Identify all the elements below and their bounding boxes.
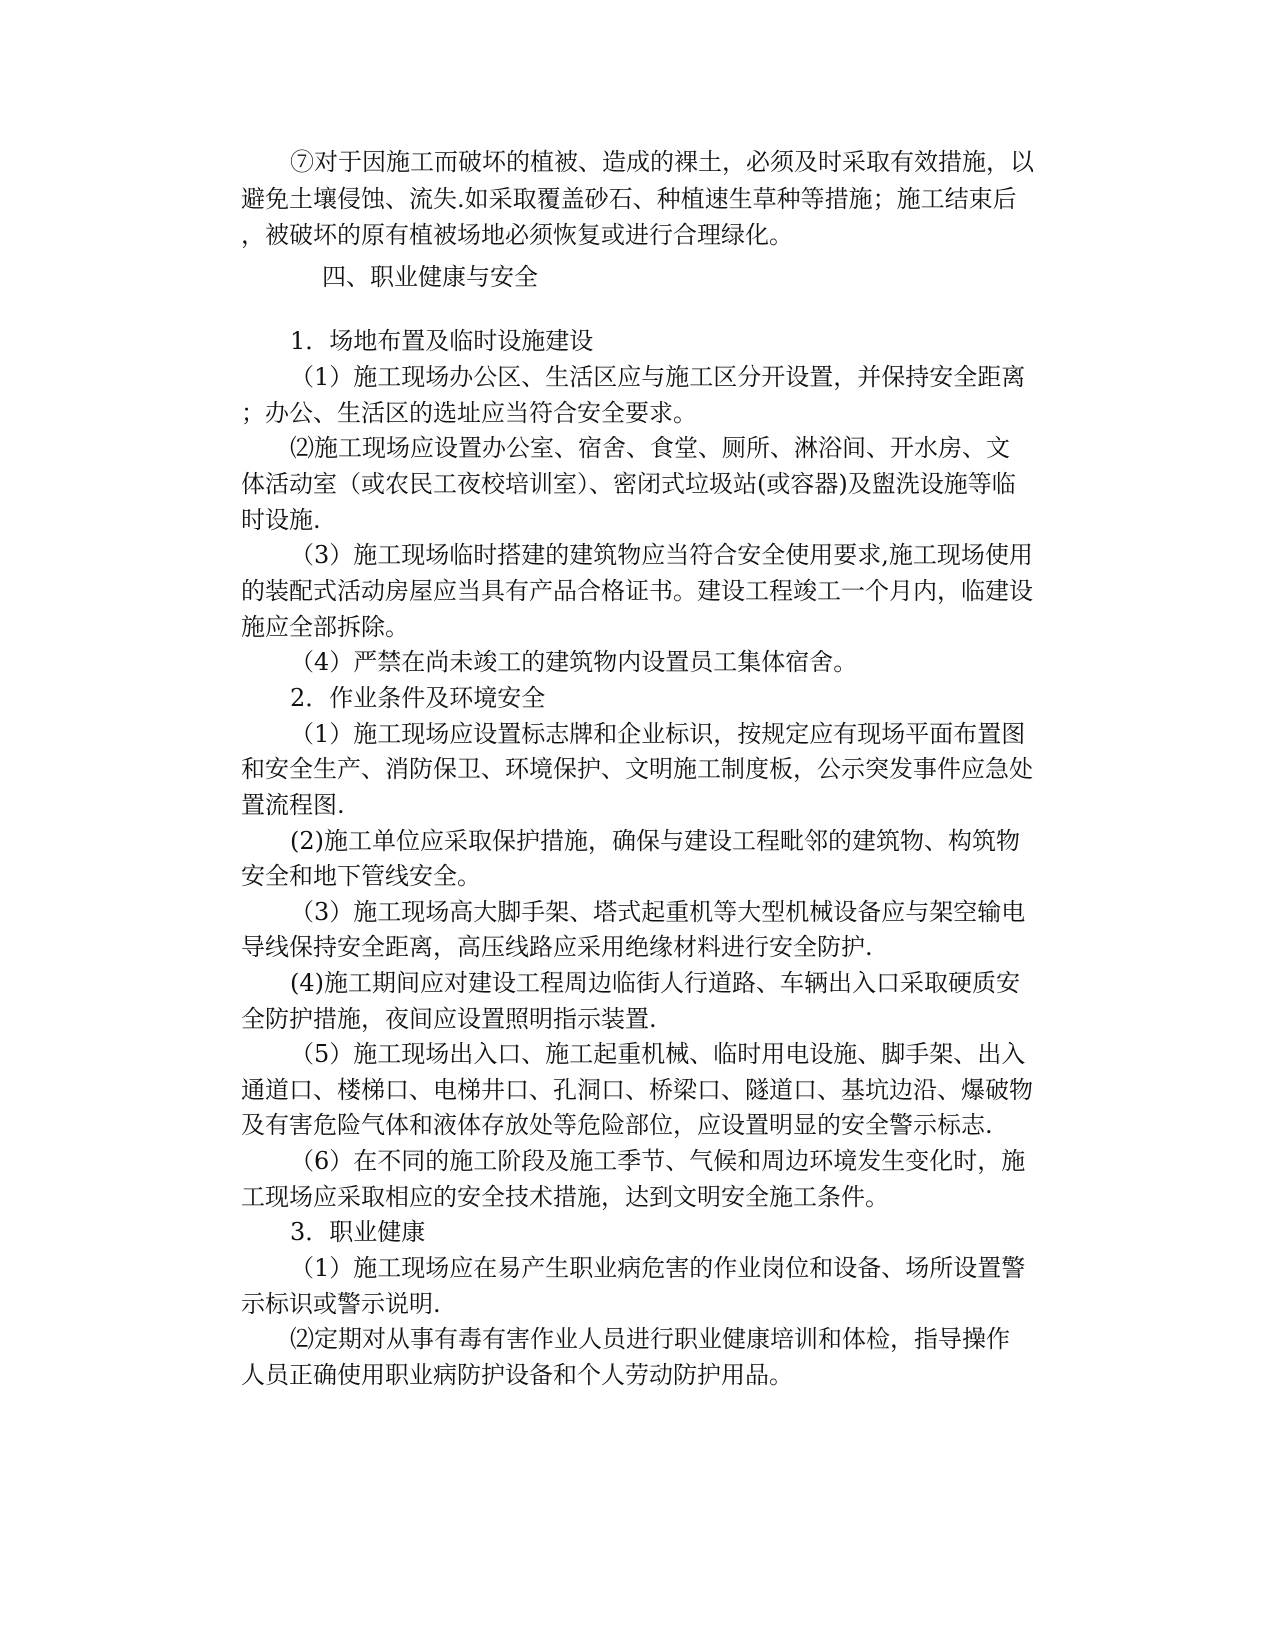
text-line: （1）施工现场办公区、生活区应与施工区分开设置，并保持安全距离: [290, 363, 1026, 391]
text-line: 置流程图.: [241, 791, 345, 819]
text-line: ⑵定期对从事有毒有害作业人员进行职业健康培训和体检，指导操作: [290, 1325, 1010, 1353]
text-line: 示标识或警示说明.: [241, 1290, 441, 1318]
text-line: 时设施.: [241, 506, 321, 534]
subsection-heading: 2．作业条件及环境安全: [290, 684, 546, 712]
subsection-heading: 1．场地布置及临时设施建设: [290, 327, 594, 355]
text-line: （4）严禁在尚未竣工的建筑物内设置员工集体宿舍。: [290, 648, 858, 676]
subsection-heading: 3．职业健康: [290, 1218, 426, 1246]
text-line: 人员正确使用职业病防护设备和个人劳动防护用品。: [241, 1361, 793, 1389]
text-line: (4)施工期间应对建设工程周边临街人行道路、车辆出入口采取硬质安: [290, 969, 1020, 997]
text-line: ⑦对于因施工而破坏的植被、造成的裸土，必须及时采取有效措施，以: [290, 148, 1034, 176]
text-line: ，被破坏的原有植被场地必须恢复或进行合理绿化。: [241, 221, 793, 249]
text-line: 导线保持安全距离，高压线路应采用绝缘材料进行安全防护.: [241, 933, 873, 961]
text-line: 施应全部拆除。: [241, 613, 409, 641]
text-line: 通道口、楼梯口、电梯井口、孔洞口、桥梁口、隧道口、基坑边沿、爆破物: [241, 1076, 1033, 1104]
text-line: 工现场应采取相应的安全技术措施，达到文明安全施工条件。: [241, 1183, 889, 1211]
text-line: (2)施工单位应采取保护措施，确保与建设工程毗邻的建筑物、构筑物: [290, 827, 1020, 855]
text-line: （5）施工现场出入口、施工起重机械、临时用电设施、脚手架、出入: [290, 1040, 1026, 1068]
text-line: 及有害危险气体和液体存放处等危险部位，应设置明显的安全警示标志.: [241, 1111, 993, 1139]
text-line: 避免土壤侵蚀、流失.如采取覆盖砂石、种植速生草种等措施；施工结束后: [241, 185, 1017, 213]
text-line: 和安全生产、消防保卫、环境保护、文明施工制度板，公示突发事件应急处: [241, 755, 1033, 783]
text-line: ；办公、生活区的选址应当符合安全要求。: [241, 399, 697, 427]
text-line: （3）施工现场临时搭建的建筑物应当符合安全使用要求,施工现场使用: [290, 541, 1033, 569]
text-line: 安全和地下管线安全。: [241, 862, 481, 890]
text-line: （1）施工现场应设置标志牌和企业标识，按规定应有现场平面布置图: [290, 720, 1026, 748]
text-line: ⑵施工现场应设置办公室、宿舍、食堂、厕所、淋浴间、开水房、文: [290, 434, 1010, 462]
text-line: 体活动室（或农民工夜校培训室）、密闭式垃圾站(或容器)及盥洗设施等临: [241, 470, 1016, 498]
text-line: （6）在不同的施工阶段及施工季节、气候和周边环境发生变化时，施: [290, 1147, 1026, 1175]
section-heading: 四、职业健康与安全: [322, 263, 538, 291]
text-line: （3）施工现场高大脚手架、塔式起重机等大型机械设备应与架空输电: [290, 898, 1026, 926]
text-line: （1）施工现场应在易产生职业病危害的作业岗位和设备、场所设置警: [290, 1254, 1026, 1282]
text-line: 的装配式活动房屋应当具有产品合格证书。建设工程竣工一个月内，临建设: [241, 577, 1033, 605]
text-line: 全防护措施，夜间应设置照明指示装置.: [241, 1005, 657, 1033]
